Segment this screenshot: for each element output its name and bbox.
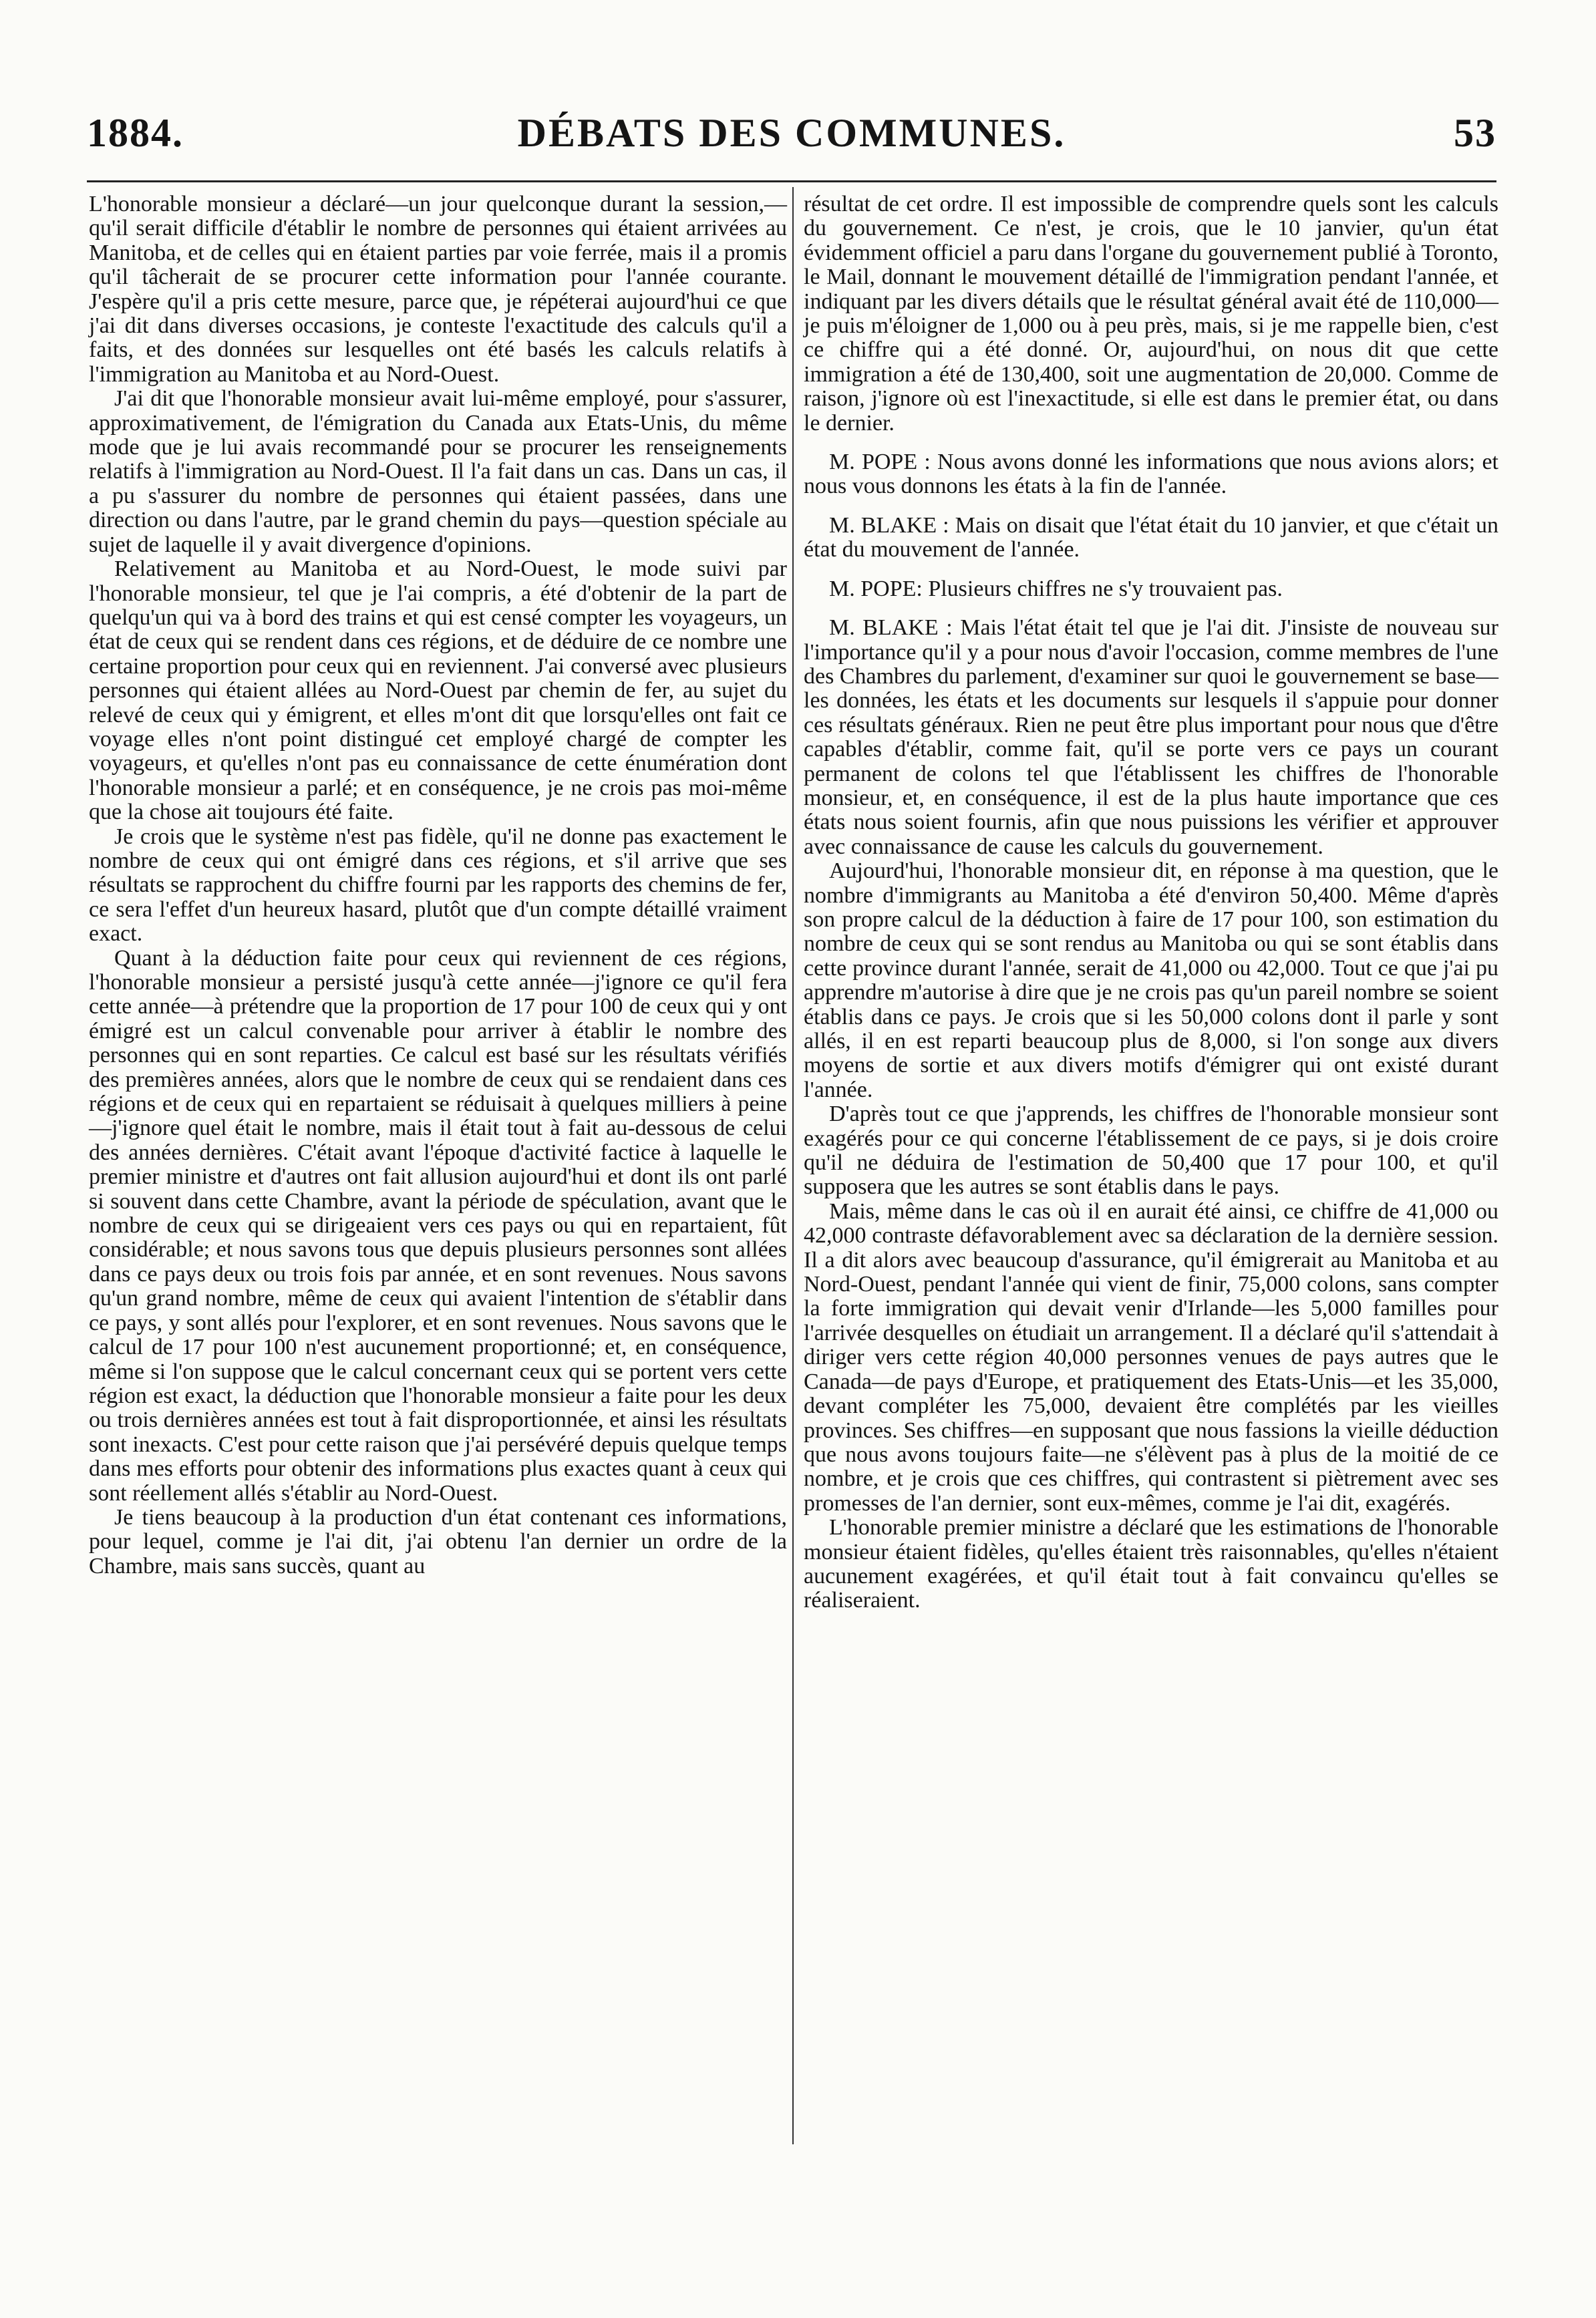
page-number: 53 <box>1454 111 1496 155</box>
paragraph <box>804 859 1498 1102</box>
paragraph-text: Aujourd'hui, l'honorable monsieur dit, en réponse à ma question, que le nombre d'immigrants au Manitoba a été d'environ 50,400. Même d'après son propre calcul de la déduction à faire de 17 pour 100, son estimation du nombre de ceux qui se sont rendus au Manitoba ou qui se sont établis dans cette province durant l'année, serait de 41,000 ou 42,000. Tout ce que j'ai pu apprendre m'autorise à dire que je ne crois pas qu'un pareil nombre se soient établis dans ce pays. Je crois que si les 50,000 colons dont il parle y sont allés, il en est reparti beaucoup plus de 8,000, si l'on songe aux divers moyens de sortie et aux divers motifs d'émigrer qui ont existé durant l'année. <box>804 858 1498 1102</box>
speech-pope-1 <box>804 450 1498 499</box>
paragraph: L'honorable monsieur a déclaré—un jour quelconque durant la session,—qu'il serait difficile d'établir le nombre de personnes qui étaient arrivées au Manitoba, et de celles qui en étaient parties par voie ferrée, mais il a promis qu'il tâcherait de se procurer cette information pour l'année courante. J'espère qu'il a pris cette mesure, parce que, je répéterai aujourd'hui ce que j'ai dit dans diverses occasions, je conteste l'exactitude des calculs qu'il a faits, et des données sur lesquelles ont été basés les calculs relatifs à l'immigration au Manitoba et au Nord-Ouest. <box>89 192 787 387</box>
paragraph <box>804 1516 1498 1613</box>
journal-title: DÉBATS DES COMMUNES. <box>517 111 1066 155</box>
page-header <box>87 110 1496 170</box>
paragraph: J'ai dit que l'honorable monsieur avait lui-même employé, pour s'assurer, approximativement, de l'émigration du Canada aux Etats-Unis, du même mode que je lui avais recommandé pour se procurer les renseignements relatifs à l'immigration au Nord-Ouest. Il l'a fait dans un cas. Dans un cas, il a pu s'assurer du nombre de personnes qui étaient passées, dans une direction ou dans l'autre, par le grand chemin du pays—question spéciale au sujet de laquelle il y avait divergence d'opinions. <box>89 386 787 557</box>
header-rule <box>87 180 1496 182</box>
paragraph-text: D'après tout ce que j'apprends, les chiffres de l'honorable monsieur sont exagérés pour ce qui concerne l'établissement de ce pays, si je dois croire qu'il ne déduira de l'estimation de 50,400 que 17 pour 100, et qu'il supposera que les autres se sont établis dans le pays. <box>804 1102 1498 1200</box>
paragraph: Je tiens beaucoup à la production d'un état contenant ces informations, pour lequel, comme je l'ai dit, j'ai obtenu l'an dernier un ordre de la Chambre, mais sans succès, quant au <box>89 1504 787 1579</box>
speaker-name: M. POPE <box>829 576 917 601</box>
speech-pope-2 <box>804 577 1498 601</box>
speech-text: : Nous avons donné les informations que nous avions alors; et nous vous donnons les états à la fin de l'année. <box>804 450 1498 499</box>
speech-text: : Mais l'état était tel que je l'ai dit. J'insiste de nouveau sur l'importance qu'il y a pour nous d'avoir l'occasion, comme membres de l'une des Chambres du parlement, d'examiner sur quoi le gouvernement se base—les données, les états et les documents sur lesquels il s'appuie pour donner ces résultats généraux. Rien ne peut être plus important pour nous que d'être capables d'établir, comme fait, qu'il se porte vers ce pays un courant permanent de colons tel que l'établissent les chiffres de l'honorable monsieur, et, en conséquence, il est de la plus haute importance que ces états nous soient fournis, afin que nous puissions les vérifier et approuver avec connaissance de cause les calculs du gouvernement. <box>804 615 1498 859</box>
speech-blake-2 <box>804 616 1498 859</box>
paragraph-text: L'honorable premier ministre a déclaré que les estimations de l'honorable monsieur étaient fidèles, qu'elles étaient très raisonnables, qu'elles n'étaient aucunement exagérées, et qu'il était tout à fait convaincu qu'elles se réaliseraient. <box>804 1515 1498 1613</box>
speech-blake-1 <box>804 514 1498 562</box>
right-column <box>804 192 1498 1613</box>
paragraph: Je crois que le système n'est pas fidèle, qu'il ne donne pas exactement le nombre de ceux qui ont émigré dans ces régions, et s'il arrive que ses résultats se rapprochent du chiffre fourni par les rapports des chemins de fer, ce sera l'effet d'un heureux hasard, plutôt que d'un compte détaillé vraiment exact. <box>89 824 787 947</box>
paragraph: Quant à la déduction faite pour ceux qui reviennent de ces régions, l'honorable monsieur a persisté jusqu'à cette année—j'ignore ce qu'il fera cette année—à prétendre que la proportion de 17 pour 100 de ceux qui y ont émigré est un calcul convenable pour arriver à établir le nombre des personnes qui en sont reparties. Ce calcul est basé sur les résultats vérifiés des premières années, alors que le nombre de ceux qui se rendaient dans ces régions et de ceux qui en repartaient se réduisait à quelques milliers à peine—j'ignore quel était le nombre, mais il était tout à fait au-dessous de celui des années dernières. C'était avant l'époque d'activité factice à laquelle le premier ministre et d'autres ont fait allusion aujourd'hui et dont ils ont parlé si souvent dans cette Chambre, avant la période de spéculation, avant que le nombre de ceux qui se dirigeaient vers ces pays ou qui en repartaient, fût considérable; et nous savons tous que depuis plusieurs personnes sont allées dans ce pays deux ou trois fois par année, et en sont revenues. Nous savons qu'un grand nombre, même de ceux qui avaient l'intention de s'établir dans ce pays, y sont allés pour l'explorer, et en sont revenues. Nous savons que le calcul de 17 pour 100 n'est aucunement proportionné; et, en conséquence, même si l'on suppose que le calcul concernant ceux qui se portent vers cette région est exact, la déduction que l'honorable monsieur a faite pour les deux ou trois dernières années est tout à fait disproportionnée, et ainsi les résultats sont inexacts. C'est pour cette raison que j'ai persévéré depuis quelque temps dans mes efforts pour obtenir des informations plus exactes quant à ceux qui sont réellement allés s'établir au Nord-Ouest. <box>89 945 787 1506</box>
paragraph-text: Mais, même dans le cas où il en aurait été ainsi, ce chiffre de 41,000 ou 42,000 contraste défavorablement avec sa déclaration de la dernière session. Il a dit alors avec beaucoup d'assurance, qu'il émigrerait au Manitoba et au Nord-Ouest, pendant l'année qui vient de finir, 75,000 colons, sans compter la forte immigration qui devait venir d'Irlande—les 5,000 familles pour l'arrivée desquelles on étudiait un arrangement. Il a déclaré qu'il s'attendait à diriger vers cette région 40,000 personnes venues de pays autres que le Canada—de pays d'Europe, et pratiquement des Etats-Unis—et les 35,000, devant compléter les 75,000, devaient être complétés par les vieilles provinces. Ses chiffres—en supposant que nous fassions la vieille déduction que nous avons toujours faite—ne s'élèvent pas à plus de la moitié de ce nombre, et je crois que ces chiffres, qui contrastent si piètrement avec ses promesses de l'an dernier, sont eux-mêmes, comme je l'ai dit, exagérés. <box>804 1198 1498 1516</box>
column-divider <box>792 187 794 2144</box>
speaker-name: M. POPE <box>829 450 918 475</box>
page-year: 1884. <box>87 111 184 155</box>
paragraph: Relativement au Manitoba et au Nord-Ouest, le mode suivi par l'honorable monsieur, tel que je l'ai compris, a été d'obtenir de la part de quelqu'un qui va à bord des trains et qui est censé compter les voyageurs, un état de ceux qui se rendent dans ces régions, et de déduire de ce nombre une certaine proportion pour ceux qui en reviennent. J'ai conversé avec plusieurs personnes qui étaient allées au Nord-Ouest par chemin de fer, au sujet du relevé de ceux qui y émigrent, et elles m'ont dit que lorsqu'elles ont fait ce voyage elles n'ont point distingué cet employé chargé de compter les voyageurs, et qu'elles n'ont pas eu connaissance de cette énumération dont l'honorable monsieur a parlé; et en conséquence, je ne crois pas moi-même que la chose ait toujours été faite. <box>89 556 787 825</box>
left-column <box>89 192 787 1579</box>
speaker-name: M. BLAKE <box>829 512 937 538</box>
paragraph <box>804 1102 1498 1200</box>
paragraph <box>804 1200 1498 1516</box>
paragraph <box>804 192 1498 436</box>
speaker-name: M. BLAKE <box>829 615 939 641</box>
paragraph-text: résultat de cet ordre. Il est impossible de comprendre quels sont les calculs du gouvernement. Ce n'est, je crois, que le 10 janvier, qu'un état évidemment officiel a paru dans l'organe du gouvernement publié à Toronto, le Mail, donnant le mouvement détaillé de l'immigration pendant l'année, et indiquant par les divers détails que le résultat général avait été de 110,000— je puis m'éloigner de 1,000 ou à peu près, mais, si je me rappelle bien, c'est ce chiffre qui a été donné. Or, aujourd'hui, on nous dit que cette immigration a été de 130,400, soit une augmentation de 20,000. Comme de raison, j'ignore où est l'inexactitude, si elle est dans le premier état, ou dans le dernier. <box>804 192 1498 436</box>
speech-text: : Mais on disait que l'état était du 10 janvier, et que c'était un état du mouvement de l'année. <box>804 512 1499 562</box>
speech-text: : Plusieurs chiffres ne s'y trouvaient pas. <box>916 576 1283 601</box>
